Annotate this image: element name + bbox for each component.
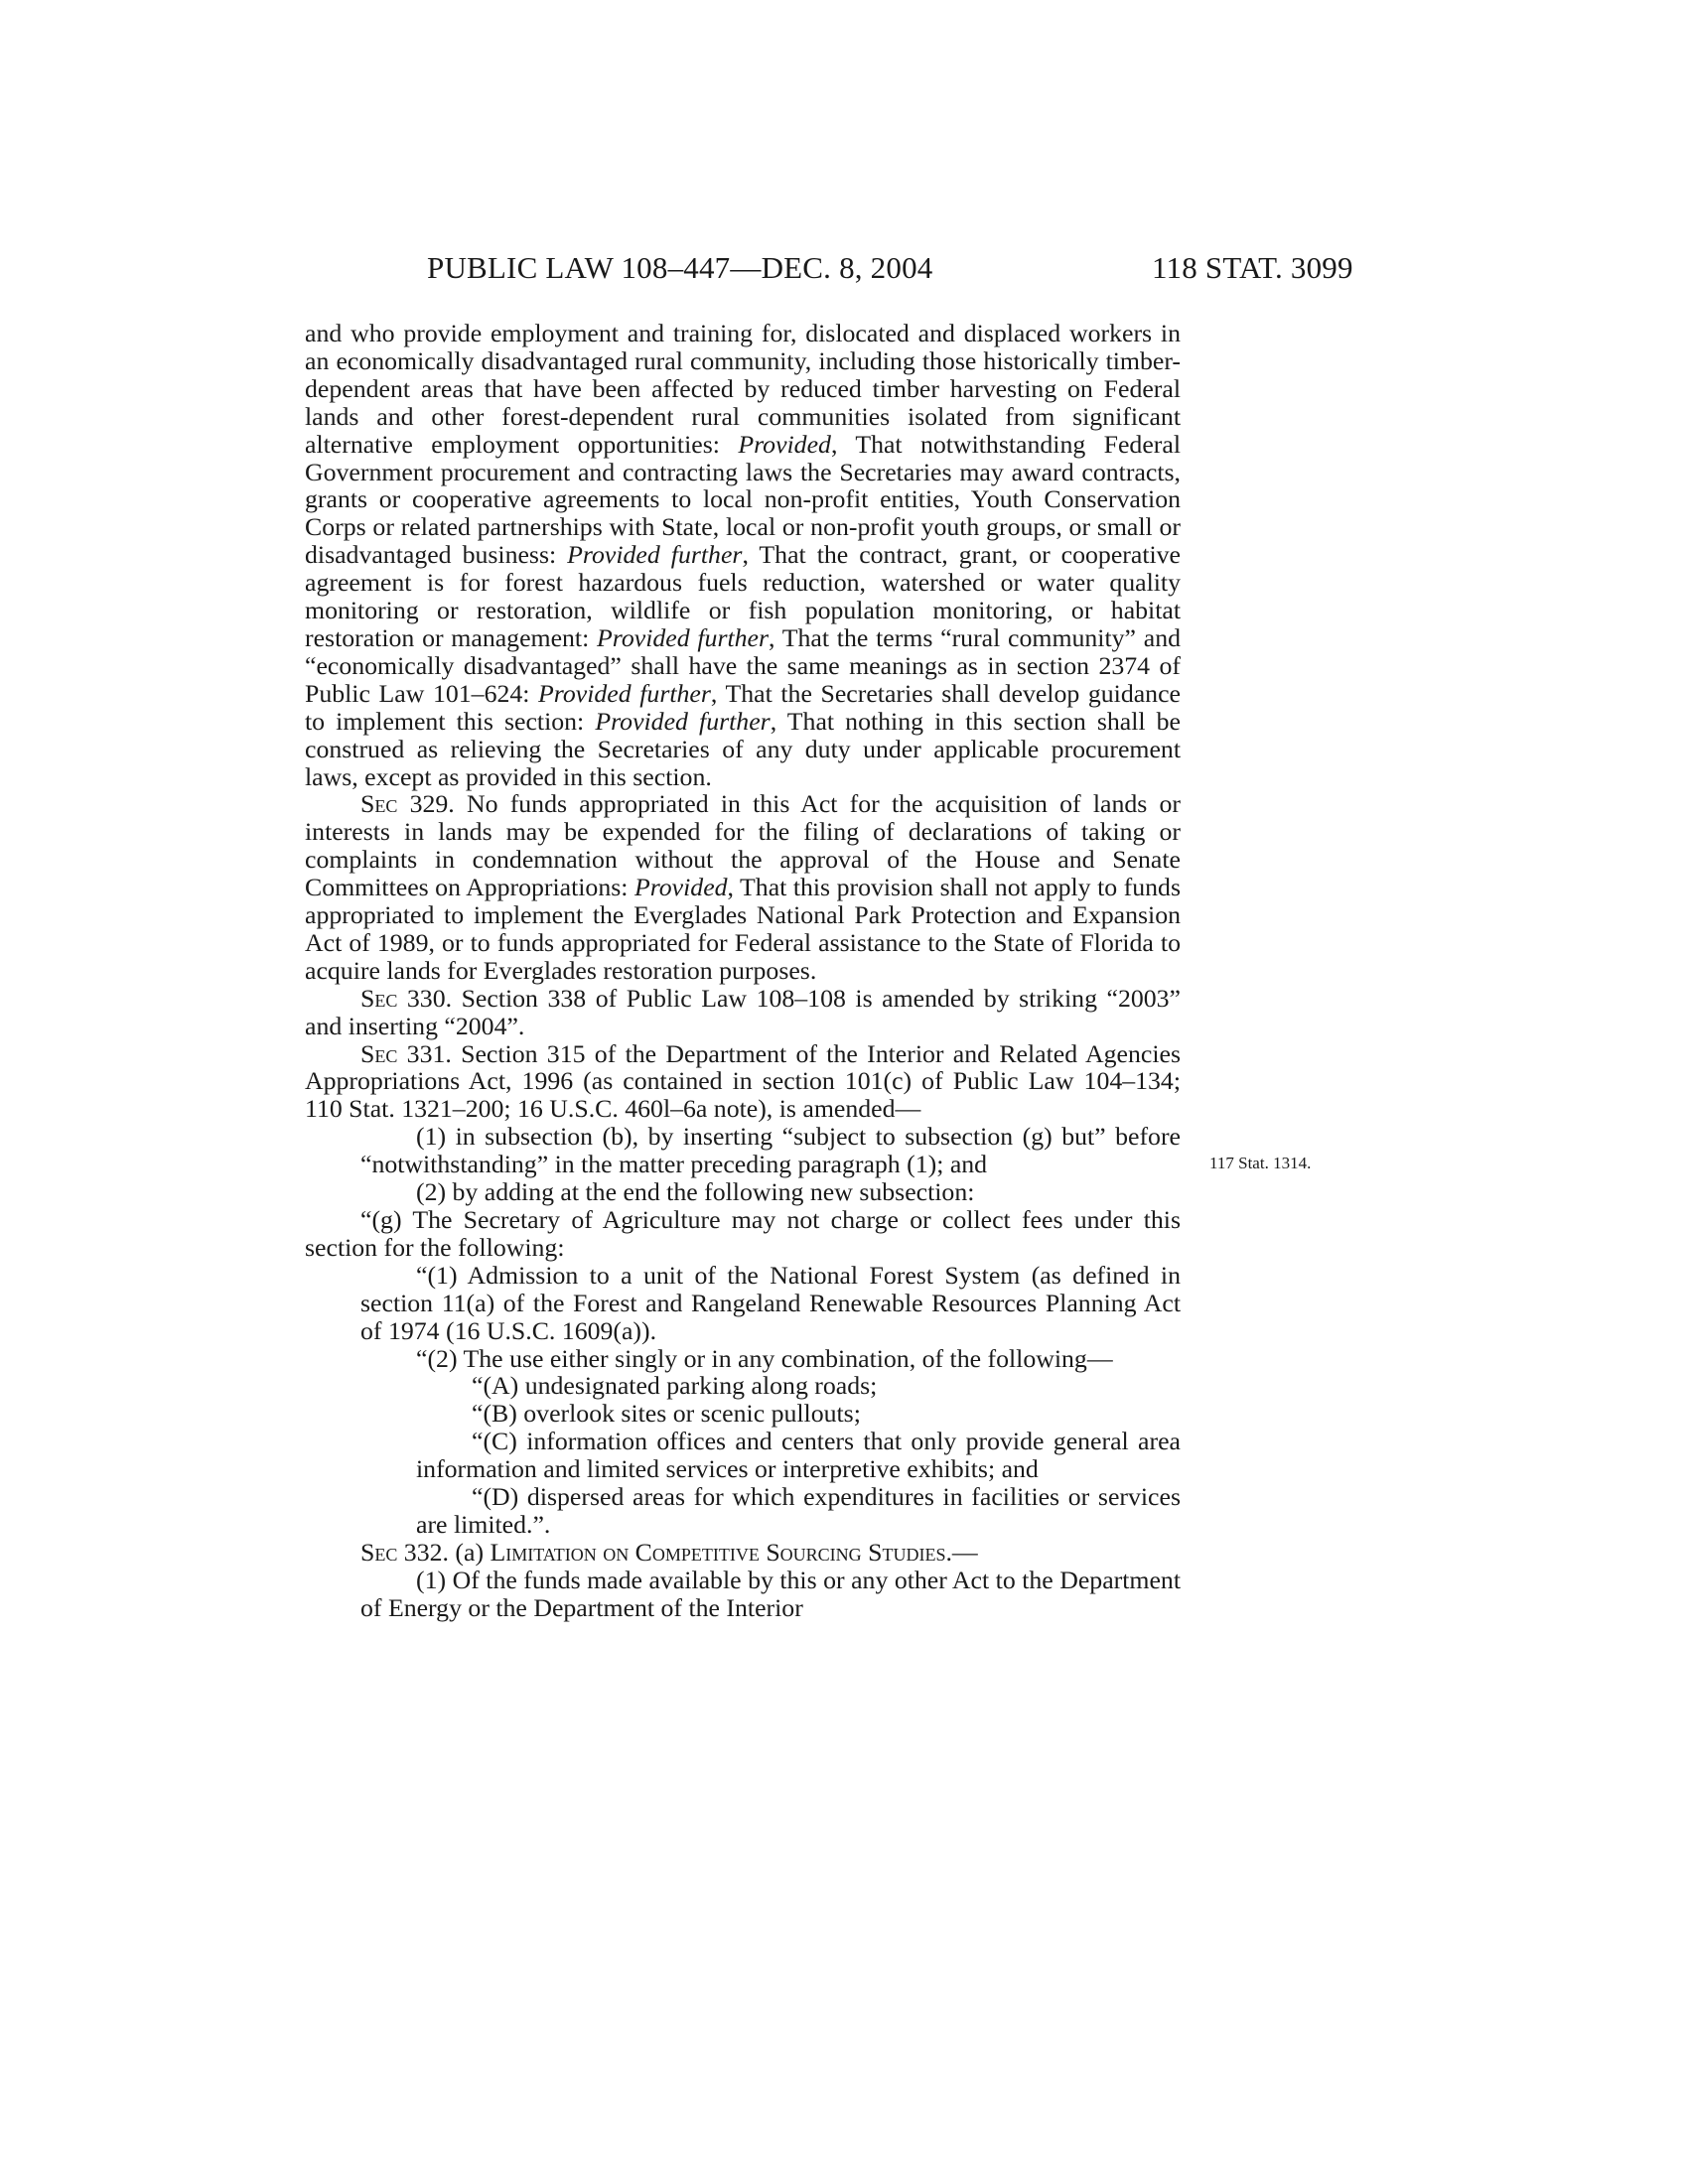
proviso-italic: Provided further bbox=[567, 540, 743, 570]
section-label: Sec bbox=[360, 1038, 398, 1068]
text-run: 331. Section 315 of the Department of the Interior and Related Agencies Appropriations Act, 1996 (as contained in section 101(c) of Public Law 104–134; 110 Stat. 1321–200; 16 U.S.C. 460l–6a note), is amended— bbox=[305, 1038, 1181, 1124]
proviso-italic: Provided further bbox=[595, 706, 771, 736]
section-332 bbox=[305, 1539, 1181, 1567]
text-run: “(1) Admission to a unit of the National Forest System (as defined in section 11(a) of the Forest and Rangeland Renewable Resources Planning Act of 1974 (16 U.S.C. 1609(a)). bbox=[360, 1260, 1181, 1345]
text-run: .— bbox=[945, 1537, 978, 1567]
text-run: , That nothing in this section shall be construed as relieving the Secretaries of any duty under applicable procurement laws, except as provided in this section. bbox=[305, 706, 1181, 791]
text-run: and who provide employment and training for, dislocated and displaced workers in an economically disadvantaged rural community, including those historically timber-dependent areas that have been affected by reduced timber harvesting on Federal lands and other forest-dependent rural communities isolated from significant alternative employment opportunities: bbox=[305, 319, 1181, 459]
proviso-italic: Provided further bbox=[538, 678, 711, 708]
text-run: “(B) overlook sites or scenic pullouts; bbox=[472, 1399, 861, 1429]
section-label: Sec bbox=[360, 789, 398, 819]
text-run: 329. No funds appropriated in this Act for the acquisition of lands or interests in lands may be expended for the filing of declarations of taking or complaints in condemnation without the approval of the House and Senate Committees on Appropriations: bbox=[305, 789, 1181, 902]
text-run: “(C) information offices and centers that only provide general area information and limited services or interpretive exhibits; and bbox=[416, 1427, 1181, 1484]
text-run: (2) by adding at the end the following new subsection: bbox=[416, 1177, 975, 1207]
document-body bbox=[305, 320, 1181, 1622]
text-run: “(g) The Secretary of Agriculture may not charge or collect fees under this section for the following: bbox=[305, 1205, 1181, 1262]
proviso-italic: Provided further bbox=[597, 622, 770, 652]
subsection-g bbox=[305, 1206, 1181, 1262]
text-run: , That notwithstanding Federal Government procurement and contracting laws the Secretaries may award contracts, grants or cooperative agreements to local non-profit entities, Youth Conservation Corps or related partnerships with State, local or non-profit youth groups, or small or disadvantaged business: bbox=[305, 429, 1181, 570]
subsection-g-2-B bbox=[305, 1400, 1181, 1428]
section-331 bbox=[305, 1040, 1181, 1124]
proviso-italic: Provided bbox=[738, 429, 831, 459]
header-stat-citation: 118 STAT. 3099 bbox=[1152, 250, 1353, 285]
text-run: 332. (a) bbox=[397, 1537, 491, 1567]
section-heading: Limitation on Competitive Sourcing Studies bbox=[490, 1537, 946, 1567]
subsection-g-2-C bbox=[305, 1428, 1181, 1483]
section-329 bbox=[305, 790, 1181, 984]
text-run: (1) Of the funds made available by this or any other Act to the Department of Energy or the Department of the Interior bbox=[360, 1565, 1181, 1622]
text-run: “(A) undesignated parking along roads; bbox=[472, 1371, 878, 1401]
subsection-g-2 bbox=[305, 1345, 1181, 1373]
section-label: Sec bbox=[360, 1537, 398, 1567]
section-label: Sec bbox=[360, 983, 398, 1013]
text-run: (1) in subsection (b), by inserting “subject to subsection (g) but” before “notwithstanding” in the matter preceding paragraph (1); and bbox=[360, 1122, 1181, 1179]
subsection-g-2-A bbox=[305, 1372, 1181, 1400]
paragraph-continued bbox=[305, 320, 1181, 790]
text-run: , That this provision shall not apply to funds appropriated to implement the Everglades National Park Protection and Expansion Act of 1989, or to funds appropriated for Federal assistance to the State of Florida to acquire lands for Everglades restoration purposes. bbox=[305, 873, 1181, 985]
text-run: 330. Section 338 of Public Law 108–108 is amended by striking “2003” and inserting “2004”. bbox=[305, 983, 1181, 1040]
section-332-item-1 bbox=[305, 1567, 1181, 1622]
section-330 bbox=[305, 985, 1181, 1040]
proviso-italic: Provided bbox=[633, 873, 728, 902]
text-run: , That the terms “rural community” and “economically disadvantaged” shall have the same meanings as in section 2374 of Public Law 101–624: bbox=[305, 622, 1181, 708]
text-run: “(D) dispersed areas for which expenditures in facilities or services are limited.”. bbox=[416, 1482, 1181, 1539]
subsection-g-2-D bbox=[305, 1483, 1181, 1539]
section-331-item-2 bbox=[305, 1178, 1181, 1206]
header-title: PUBLIC LAW 108–447—DEC. 8, 2004 bbox=[427, 250, 933, 285]
text-run: “(2) The use either singly or in any combination, of the following— bbox=[416, 1343, 1113, 1373]
margin-note-citation: 117 Stat. 1314. bbox=[1209, 1154, 1312, 1172]
subsection-g-1 bbox=[305, 1262, 1181, 1345]
text-run: , That the contract, grant, or cooperative agreement is for forest hazardous fuels reduction, watershed or water quality monitoring or restoration, wildlife or fish population monitoring, or habitat restoration or management: bbox=[305, 540, 1181, 652]
text-run: , That the Secretaries shall develop guidance to implement this section: bbox=[305, 678, 1181, 736]
section-331-item-1 bbox=[305, 1123, 1181, 1178]
